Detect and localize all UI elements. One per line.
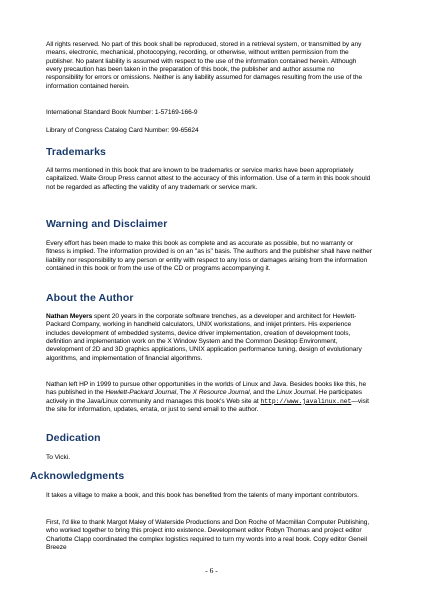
acknowledgments-body: First, I'd like to thank Margot Maley of Waterside Productions and Don Roche of Macmillan Computer Publishing, who worked together to bring this project into existence. Development editor Robyn Thomas and project editor Charlotte Clapp coordinated the complex logistics required to turn my words into a real book. Copy editor Geneil Breeze (46, 519, 370, 552)
warning-body: Every effort has been made to make this book as complete and as accurate as possible, but no warranty or fitness is implied. The information provided is on an "as is" basis. The authors and the publisher shall have neither liability nor responsibility to any person or entity with respect to any loss or damages arising from the information contained in this book or from the use of the CD or programs accompanying it. (46, 240, 372, 273)
isbn-line: International Standard Book Number: 1-57169-166-9 (46, 109, 198, 116)
about-author-bio (46, 313, 372, 363)
dedication-body: To Vicki. (46, 454, 70, 461)
bio-text: spent 20 years in the corporate software trenches, as a developer and architect for Hewlett-Packard Company, working in handheld calculators, UNIX workstations, and inkjet printers. His experience includes development of embedded systems, device driver implementation, creation of development tools, definition and implementation work on the X Window System and the Common Desktop Environment, development of 2D and 3D graphics applications, UNIX application performance tuning, design of evolutionary algorithms, and implementation of financial algorithms. (46, 313, 362, 362)
page-number: - 6 - (205, 566, 218, 575)
website-link[interactable]: http://www.javalinux.net (260, 397, 352, 405)
acknowledgments-heading: Acknowledgments (30, 470, 125, 482)
author-name: Nathan Meyers (46, 313, 93, 320)
copyright-notice: All rights reserved. No part of this book shall be reproduced, stored in a retrieval system, or transmitted by any means, electronic, mechanical, photocopying, recording, or otherwise, without written permission from the publisher. No patent liability is assumed with respect to the use of the information contained herein. Although every precaution has been taken in the preparation of this book, the publisher and author assume no responsibility for errors or omissions. Neither is any liability assumed for damages resulting from the use of the information contained herein. (46, 41, 363, 90)
acknowledgments-intro: It takes a village to make a book, and this book has benefited from the talents of many important contributors. (46, 492, 359, 499)
about-author-career: Nathan left HP in 1999 to pursue other opportunities in the worlds of Linux and Java. Besides books like this, he has published in the Hewlett-Packard Journal, The X Resource Journal, and the Linux Journal. He participates actively in the Java/Linux community and manages this book's Web site at http://www.javalinux.net—visit the site for information, updates, errata, or just to send email to the author. (46, 381, 369, 414)
dedication-heading: Dedication (46, 432, 101, 444)
warning-heading: Warning and Disclaimer (46, 218, 168, 230)
trademarks-heading: Trademarks (46, 146, 106, 158)
lccn-line: Library of Congress Catalog Card Number: 99-65624 (46, 127, 199, 134)
about-author-heading: About the Author (46, 292, 134, 304)
trademarks-body: All terms mentioned in this book that are known to be trademarks or service marks have been appropriately capitalized. Waite Group Press cannot attest to the accuracy of this information. Use of a term in this book should not be regarded as affecting the validity of any trademark or service mark. (46, 167, 371, 191)
